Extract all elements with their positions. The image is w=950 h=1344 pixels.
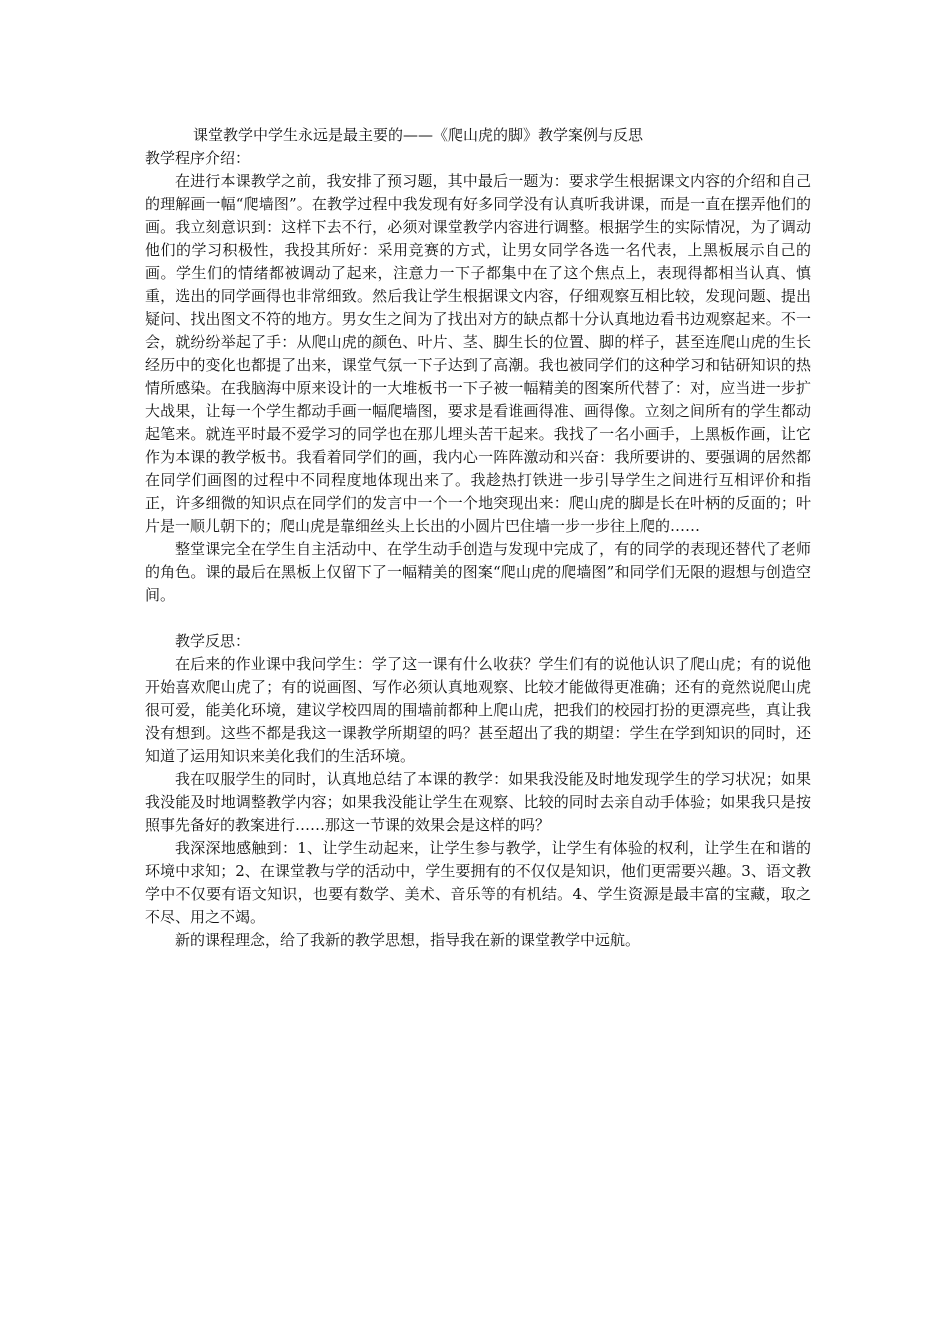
section-teaching-procedure [145,147,811,607]
paragraph: 在后来的作业课中我问学生：学了这一课有什么收获？学生们有的说他认识了爬山虎；有的说他开始喜欢爬山虎了；有的说画图、写作必须认真地观察、比较才能做得更准确；还有的竟然说爬山虎很可爱，能美化环境，建议学校四周的围墙前都种上爬山虎，把我们的校园打扮的更漂亮些，真让我没有想到。这些不都是我这一课教学所期望的吗？甚至超出了我的期望：学生在学到知识的同时，还知道了运用知识来美化我们的生活环境。 [145,655,811,765]
paragraph: 我在叹服学生的同时，认真地总结了本课的教学：如果我没能及时地发现学生的学习状况；如果我没能及时地调整教学内容；如果我没能让学生在观察、比较的同时去亲自动手体验；如果我只是按照事先备好的教案进行……那这一节课的效果会是这样的吗？ [145,770,811,834]
paragraph: 整堂课完全在学生自主活动中、在学生动手创造与发现中完成了，有的同学的表现还替代了老师的角色。课的最后在黑板上仅留下了一幅精美的图案“爬山虎的爬墙图”和同学们无限的遐想与创造空间。 [145,540,811,604]
blank-line [145,607,811,630]
document-page [145,124,811,952]
section-heading-procedure: 教学程序介绍： [145,149,251,167]
paragraph: 新的课程理念，给了我新的教学思想，指导我在新的课堂教学中远航。 [175,931,641,949]
section-teaching-reflection [145,630,811,952]
paragraph: 在进行本课教学之前，我安排了预习题，其中最后一题为：要求学生根据课文内容的介绍和自己的理解画一幅“爬墙图”。在教学过程中我发现有好多同学没有认真听我讲课，而是一直在摆弄他们的画。我立刻意识到：这样下去不行，必须对课堂教学内容进行调整。根据学生的实际情况，为了调动他们的学习积极性，我投其所好：采用竞赛的方式，让男女同学各选一名代表，上黑板展示自己的画。学生们的情绪都被调动了起来，注意力一下子都集中在了这个焦点上，表现得都相当认真、慎重，选出的同学画得也非常细致。然后我让学生根据课文内容，仔细观察互相比较，发现问题、提出疑问、找出图文不符的地方。男女生之间为了找出对方的缺点都十分认真地边看书边观察起来。不一会，就纷纷举起了手：从爬山虎的颜色、叶片、茎、脚生长的位置、脚的样子，甚至连爬山虎的生长经历中的变化也都提了出来，课堂气氛一下子达到了高潮。我也被同学们的这种学习和钻研知识的热情所感染。在我脑海中原来设计的一大堆板书一下子被一幅精美的图案所代替了：对，应当进一步扩大战果，让每一个学生都动手画一幅爬墙图，要求是看谁画得准、画得像。立刻之间所有的学生都动起笔来。就连平时最不爱学习的同学也在那儿埋头苦干起来。我找了一名小画手，上黑板作画，让它作为本课的教学板书。我看着同学们的画，我内心一阵阵激动和兴奋：我所要讲的、要强调的居然都在同学们画图的过程中不同程度地体现出来了。我趁热打铁进一步引导学生之间进行互相评价和指正，许多细微的知识点在同学们的发言中一个一个地突现出来：爬山虎的脚是长在叶柄的反面的；叶片是一顺儿朝下的；爬山虎是靠细丝头上长出的小圆片巴住墙一步一步往上爬的…… [145,172,811,535]
paragraph: 我深深地感触到：1、让学生动起来，让学生参与教学，让学生有体验的权利，让学生在和谐的环境中求知；2、在课堂教与学的活动中，学生要拥有的不仅仅是知识，他们更需要兴趣。3、语文教学中不仅要有语文知识，也要有数学、美术、音乐等的有机结。4、学生资源是最丰富的宝藏，取之不尽、用之不竭。 [145,839,811,926]
section-heading-reflection: 教学反思： [175,632,251,650]
document-title: 课堂教学中学生永远是最主要的——《爬山虎的脚》教学案例与反思 [193,126,644,144]
